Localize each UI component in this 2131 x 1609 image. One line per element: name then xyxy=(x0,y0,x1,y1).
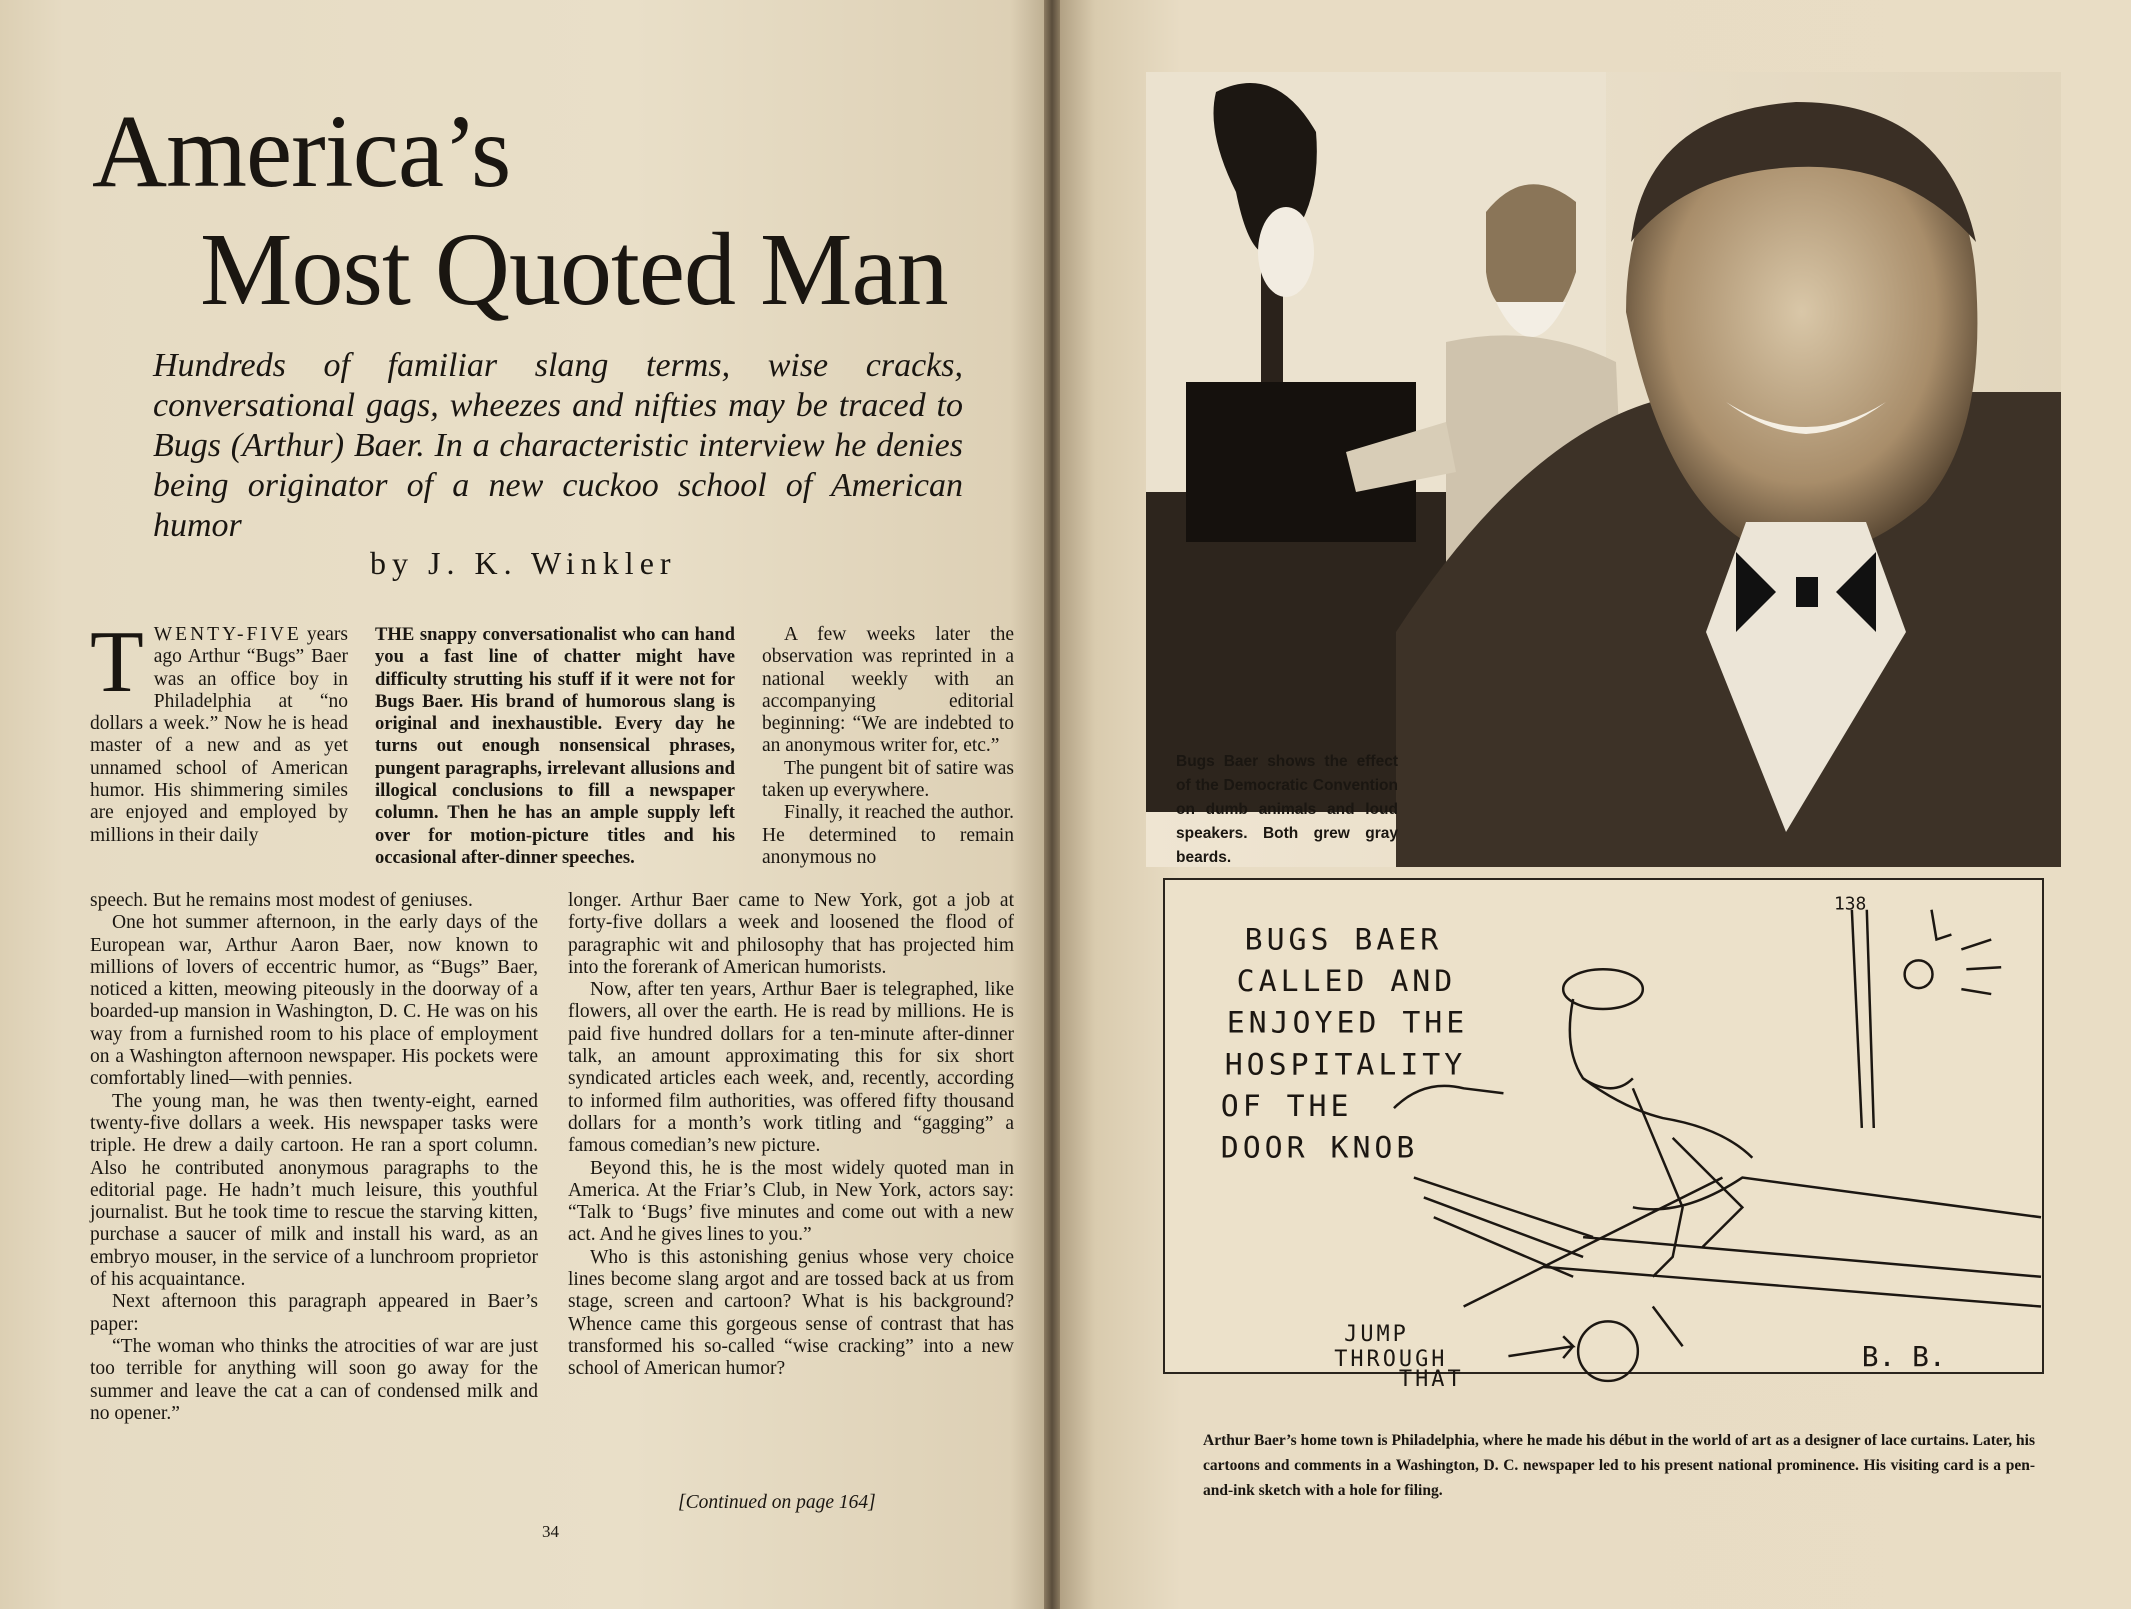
cartoon-jump-line: THROUGH xyxy=(1334,1347,1448,1373)
quote-paragraph: “The woman who thinks the atrocities of war are just too terrible for anything will soon go away for the summer and leave the cat a can of condensed milk and no opener.” xyxy=(90,1335,538,1424)
paragraph: Next afternoon this paragraph appeared in Baer’s paper: xyxy=(90,1291,538,1335)
article-subtitle: Hundreds of familiar slang terms, wise cracks, conversational gags, wheezes and nifties may be traced to Bugs (Arthur) Baer. In a characteristic interview he denies being originator of a new cuckoo school of American humor xyxy=(153,347,963,544)
cartoon-signature: B. B. xyxy=(1861,1340,1946,1374)
cartoon-jump-line: THAT xyxy=(1398,1366,1464,1392)
column-1-top xyxy=(90,614,348,847)
continued-note: [Continued on page 164] xyxy=(678,1492,876,1513)
paragraph: Finally, it reached the author. He determined to remain anonymous no xyxy=(762,802,1014,868)
cartoon-jump-line: JUMP xyxy=(1344,1322,1409,1348)
column-1-text: years ago Arthur “Bugs” Baer was an office boy in Philadelphia at “no dollars a week.” Now he is head master of a new and as yet unnamed school of American humor. His shimmering similes are enjoyed and employed by millions in their daily xyxy=(90,624,348,846)
cartoon-text-line: HOSPITALITY xyxy=(1224,1047,1467,1083)
paragraph: A few weeks later the observation was reprinted in a national weekly with an accompanying editorial beginning: “We are indebted to an anonymous writer for, etc.” xyxy=(762,624,1014,757)
cartoon-drawing xyxy=(1165,880,2042,1392)
article-title-line2: Most Quoted Man xyxy=(200,212,948,327)
paragraph: The pungent bit of satire was taken up everywhere. xyxy=(762,757,1014,802)
photo-image xyxy=(1146,72,2061,867)
cartoon-text-line: ENJOYED THE xyxy=(1226,1005,1469,1041)
paragraph: speech. But he remains most modest of geniuses. xyxy=(90,890,473,911)
page-number: 34 xyxy=(542,1522,559,1541)
column-3-top xyxy=(762,624,1014,869)
cartoon-text-line: CALLED AND xyxy=(1236,964,1457,1000)
paragraph: Now, after ten years, Arthur Baer is telegraphed, like flowers, all over the earth. He is read by millions. He is paid five hundred dollars for a ten-minute after-dinner talk, an amount approximating this for six short syndicated articles each week, and, recently, according to informed film authorities, was offered fifty thousand dollars for a month’s work titling and “gagging” a famous comedian’s new picture. xyxy=(568,979,1014,1157)
cartoon-text-line: OF THE xyxy=(1220,1089,1353,1125)
paragraph: The young man, he was then twenty-eight, earned twenty-five dollars a week. His newspaper tasks were triple. He drew a daily cartoon. He ran a sport column. Also he contributed anonymous paragraphs to the editorial page. He hadn’t much leisure, this youthful journalist. But he took time to rescue the starving kitten, purchase a saucer of milk and install his ward, as an embryo mouser, in the service of a lunchroom proprietor of his acquaintance. xyxy=(90,1090,538,1291)
paragraph: Who is this astonishing genius whose very choice lines become slang argot and are tossed back at us from stage, screen and cartoon? What is his background? Whence came this gorgeous sense of contrast that has transformed his so-called “wise cracking” into a new school of American humor? xyxy=(568,1246,1014,1380)
cartoon-sketch xyxy=(1163,878,2044,1392)
cartoon-number: 138 xyxy=(1833,893,1867,915)
cartoon-text-line: BUGS BAER xyxy=(1244,922,1443,958)
cartoon-text-line: DOOR KNOB xyxy=(1220,1130,1419,1166)
article-title-line1: America’s xyxy=(92,94,511,209)
cartoon-caption: Arthur Baer’s home town is Philadelphia, where he made his début in the world of art as a designer of lace curtains. Later, his cartoons and comments in a Washington, D. C. newspaper led to his present national prominence. His visiting card is a pen-and-ink sketch with a hole for filing. xyxy=(1203,1432,2035,1499)
book-gutter xyxy=(1044,0,1060,1609)
paragraph: One hot summer afternoon, in the early days of the European war, Arthur Aaron Baer, now known to millions of lovers of eccentric humor, as “Bugs” Baer, noticed a kitten, meowing piteously in the doorway of a boarded-up mansion in Washington, D. C. He was on his way from a furnished room to his place of employment on a Washington afternoon newspaper. His pockets were comfortably lined—with pennies. xyxy=(90,912,538,1090)
byline: by J. K. Winkler xyxy=(370,545,677,581)
drop-cap: T xyxy=(90,614,144,711)
paragraph: longer. Arthur Baer came to New York, got a job at forty-five dollars a week and loosened the flood of paragraphic wit and philosophy that has projected him into the forerank of American humorists. xyxy=(568,890,1014,978)
paragraph: Beyond this, he is the most widely quoted man in America. At the Friar’s Club, in New York, actors say: “Talk to ‘Bugs’ five minutes and come out with a new act. And he gives lines to you.” xyxy=(568,1157,1014,1246)
photo-caption: Bugs Baer shows the effect of the Democratic Convention on dumb animals and loud speakers. Both grew gray beards. xyxy=(1176,753,1398,866)
lead-words: WENTY-FIVE xyxy=(153,624,302,645)
pull-quote: THE snappy conversationalist who can hand you a fast line of chatter might have difficulty strutting his stuff if it were not for Bugs Baer. His brand of humorous slang is original and inexhaustible. Every day he turns out enough nonsensical phrases, pungent paragraphs, irrelevant allusions and illogical conclusions to fill a newspaper column. Then he has an ample supply left over for motion-picture titles and his occasional after-dinner speeches. xyxy=(375,624,735,868)
photo-collage xyxy=(1146,72,2061,867)
column-1-bottom xyxy=(90,890,538,1425)
column-2-bottom xyxy=(568,890,1014,1381)
